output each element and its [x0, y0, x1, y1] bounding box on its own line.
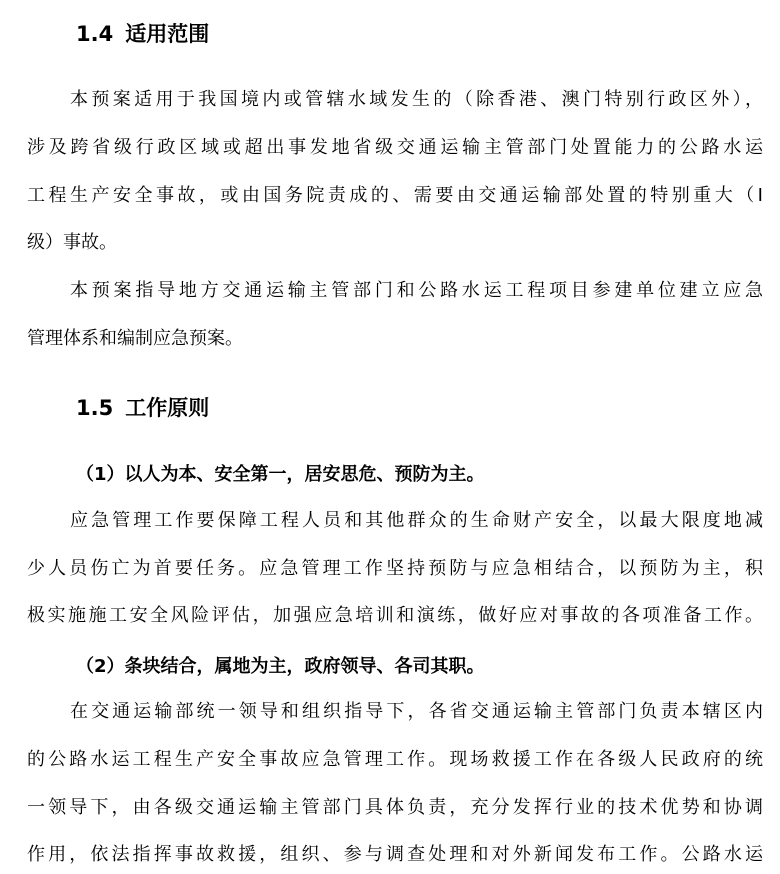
principle-heading-2: （2）条块结合，属地为主，政府领导、各司其职。	[76, 656, 485, 677]
section-title: 适用范围	[125, 22, 210, 46]
principle-heading-1: （1）以人为本、安全第一，居安思危、预防为主。	[76, 464, 485, 485]
section-number: 1.4	[76, 22, 114, 46]
paragraph-line: 管理体系和编制应急预案。	[27, 328, 243, 349]
paragraph-line: 在交通运输部统一领导和组织指导下，各省交通运输主管部门负责本辖区内	[70, 701, 763, 722]
section-title: 工作原则	[125, 396, 210, 420]
section-heading-1-4	[76, 18, 209, 48]
paragraph-line: 级）事故。	[27, 232, 117, 253]
paragraph-line: 本预案适用于我国境内或管辖水域发生的（除香港、澳门特别行政区外），	[70, 89, 763, 110]
section-number: 1.5	[76, 396, 114, 420]
paragraph-line: 少人员伤亡为首要任务。应急管理工作坚持预防与应急相结合，以预防为主，积	[27, 558, 763, 579]
paragraph-line: 涉及跨省级行政区域或超出事发地省级交通运输主管部门处置能力的公路水运	[27, 137, 763, 158]
section-heading-1-5	[76, 392, 209, 422]
paragraph-line: 工程生产安全事故，或由国务院责成的、需要由交通运输部处置的特别重大（Ⅰ	[27, 185, 763, 206]
paragraph-line: 极实施施工安全风险评估，加强应急培训和演练，做好应对事故的各项准备工作。	[27, 605, 763, 626]
paragraph-line: 的公路水运工程生产安全事故应急管理工作。现场救援工作在各级人民政府的统	[27, 749, 763, 770]
paragraph-line: 应急管理工作要保障工程人员和其他群众的生命财产安全，以最大限度地减	[70, 510, 763, 531]
paragraph-line: 一领导下，由各级交通运输主管部门具体负责，充分发挥行业的技术优势和协调	[27, 797, 763, 818]
paragraph-line: 本预案指导地方交通运输主管部门和公路水运工程项目参建单位建立应急	[70, 280, 763, 301]
paragraph-line: 作用，依法指挥事故救援，组织、参与调查处理和对外新闻发布工作。公路水运	[27, 844, 763, 865]
